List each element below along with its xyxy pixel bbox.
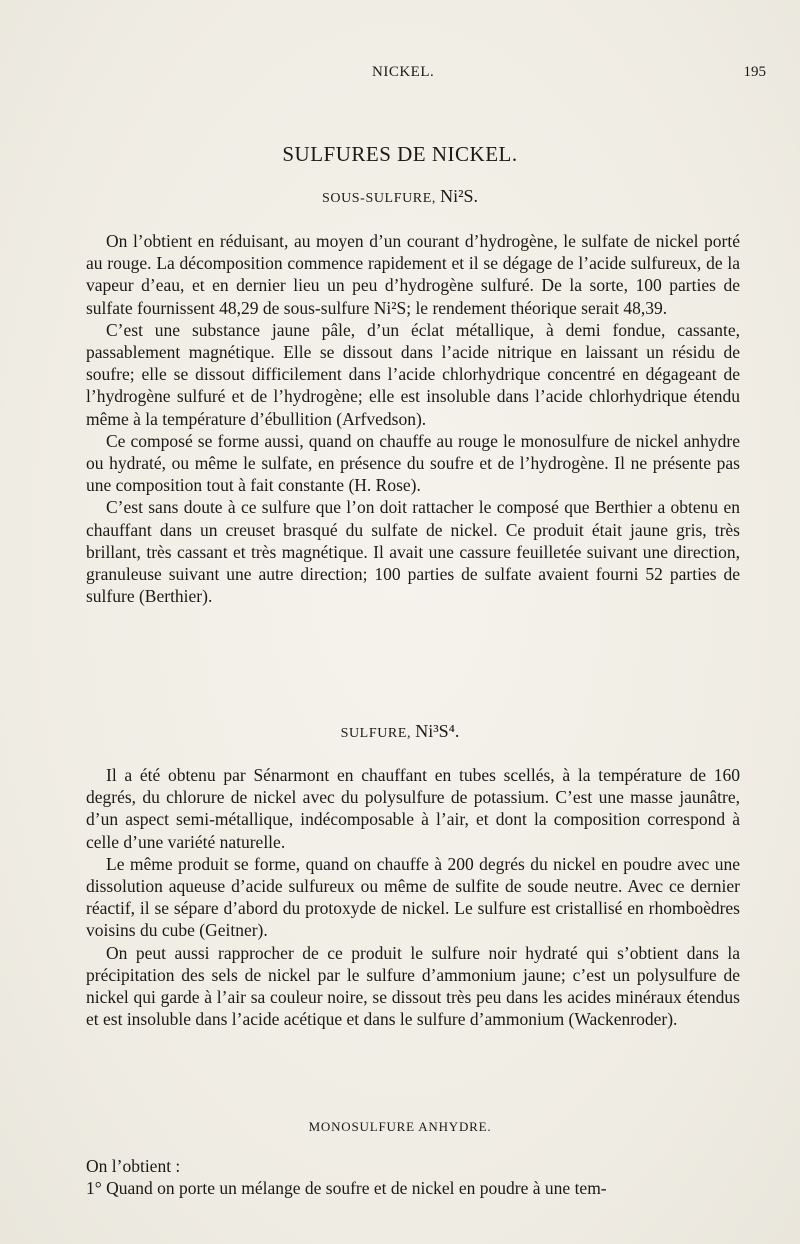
section-heading-sulfure: [0, 721, 800, 742]
section-body-sulfure: [86, 764, 740, 1030]
paragraph: On peut aussi rapprocher de ce produit le sulfure noir hydraté qui s’obtient dans la précipitation des sels de nickel par le sulfure d’ammonium jaune; c’est un polysulfure de nickel qui garde à l’air sa couleur noire, se dissout très peu dans les acides minéraux étendus et est insoluble dans l’acide acétique et dans le sulfure d’ammonium (Wackenroder).: [86, 942, 740, 1030]
section-body-monosulfure: [86, 1155, 740, 1199]
section-body-sous-sulfure: [86, 230, 740, 607]
section-heading-label: SOUS-SULFURE,: [321, 191, 436, 206]
paragraph: Le même produit se forme, quand on chauffe à 200 degrés du nickel en poudre avec une dissolution aqueuse d’acide sulfureux ou même de sulfite de soude neutre. Avec ce dernier réactif, il se sépare d’abord du protoxyde de nickel. Le sulfure est cristallisé en rhomboèdres voisins du cube (Geitner).: [86, 853, 740, 941]
page-number: 195: [743, 64, 766, 80]
paragraph: Il a été obtenu par Sénarmont en chauffant en tubes scellés, à la température de 160 degrés, du chlorure de nickel avec du polysulfure de potassium. C’est une masse jaunâtre, d’un aspect semi-métallique, indécomposable à l’air, et dont la composition correspond à celle d’une variété naturelle.: [86, 765, 740, 852]
section-heading-sous-sulfure: [0, 186, 800, 207]
paragraph: C’est une substance jaune pâle, d’un éclat métallique, à demi fondue, cassante, passablement magnétique. Elle se dissout dans l’acide nitrique en laissant un résidu de soufre; elle se dissout difficilement dans l’acide chlorhydrique concentré en dégageant de l’hydrogène sulfuré et de l’hydrogène; elle est insoluble dans l’acide chlorhydrique étendu même à la température d’ébullition (Arfvedson).: [86, 319, 740, 429]
paragraph: Ce composé se forme aussi, quand on chauffe au rouge le monosulfure de nickel anhydre ou hydraté, ou même le sulfate, en présence du soufre et de l’hydrogène. Il ne présente pas une composition tout à fait constante (H. Rose).: [86, 430, 740, 496]
section-heading-monosulfure: MONOSULFURE ANHYDRE.: [308, 1119, 492, 1134]
section-heading-label: SULFURE,: [340, 726, 412, 741]
chapter-title: SULFURES DE NICKEL.: [282, 142, 518, 166]
chemical-formula: Ni²S.: [440, 186, 479, 206]
chemical-formula: Ni³S⁴.: [415, 721, 460, 741]
running-header: NICKEL.: [372, 64, 435, 80]
paragraph: On l’obtient en réduisant, au moyen d’un courant d’hydrogène, le sulfate de nickel porté au rouge. La décomposition commence rapidement et il se dégage de l’acide sulfureux, de la vapeur d’eau, et en dernier lieu un peu d’hydrogène sulfuré. De la sorte, 100 parties de sulfate fournissent 48,29 de sous-sulfure Ni²S; le rendement théorique serait 48,39.: [86, 231, 740, 318]
paragraph: C’est sans doute à ce sulfure que l’on doit rattacher le composé que Berthier a obtenu en chauffant dans un creuset brasqué du sulfate de nickel. Ce produit était jaune gris, très brillant, très cassant et très magnétique. Il avait une cassure feuilletée suivant une direction, granuleuse suivant une autre direction; 100 parties de sulfate avaient fourni 52 parties de sulfure (Berthier).: [86, 497, 740, 607]
paragraph: 1° Quand on porte un mélange de soufre et de nickel en poudre à une tem-: [86, 1178, 607, 1199]
paragraph: On l’obtient :: [86, 1156, 181, 1176]
